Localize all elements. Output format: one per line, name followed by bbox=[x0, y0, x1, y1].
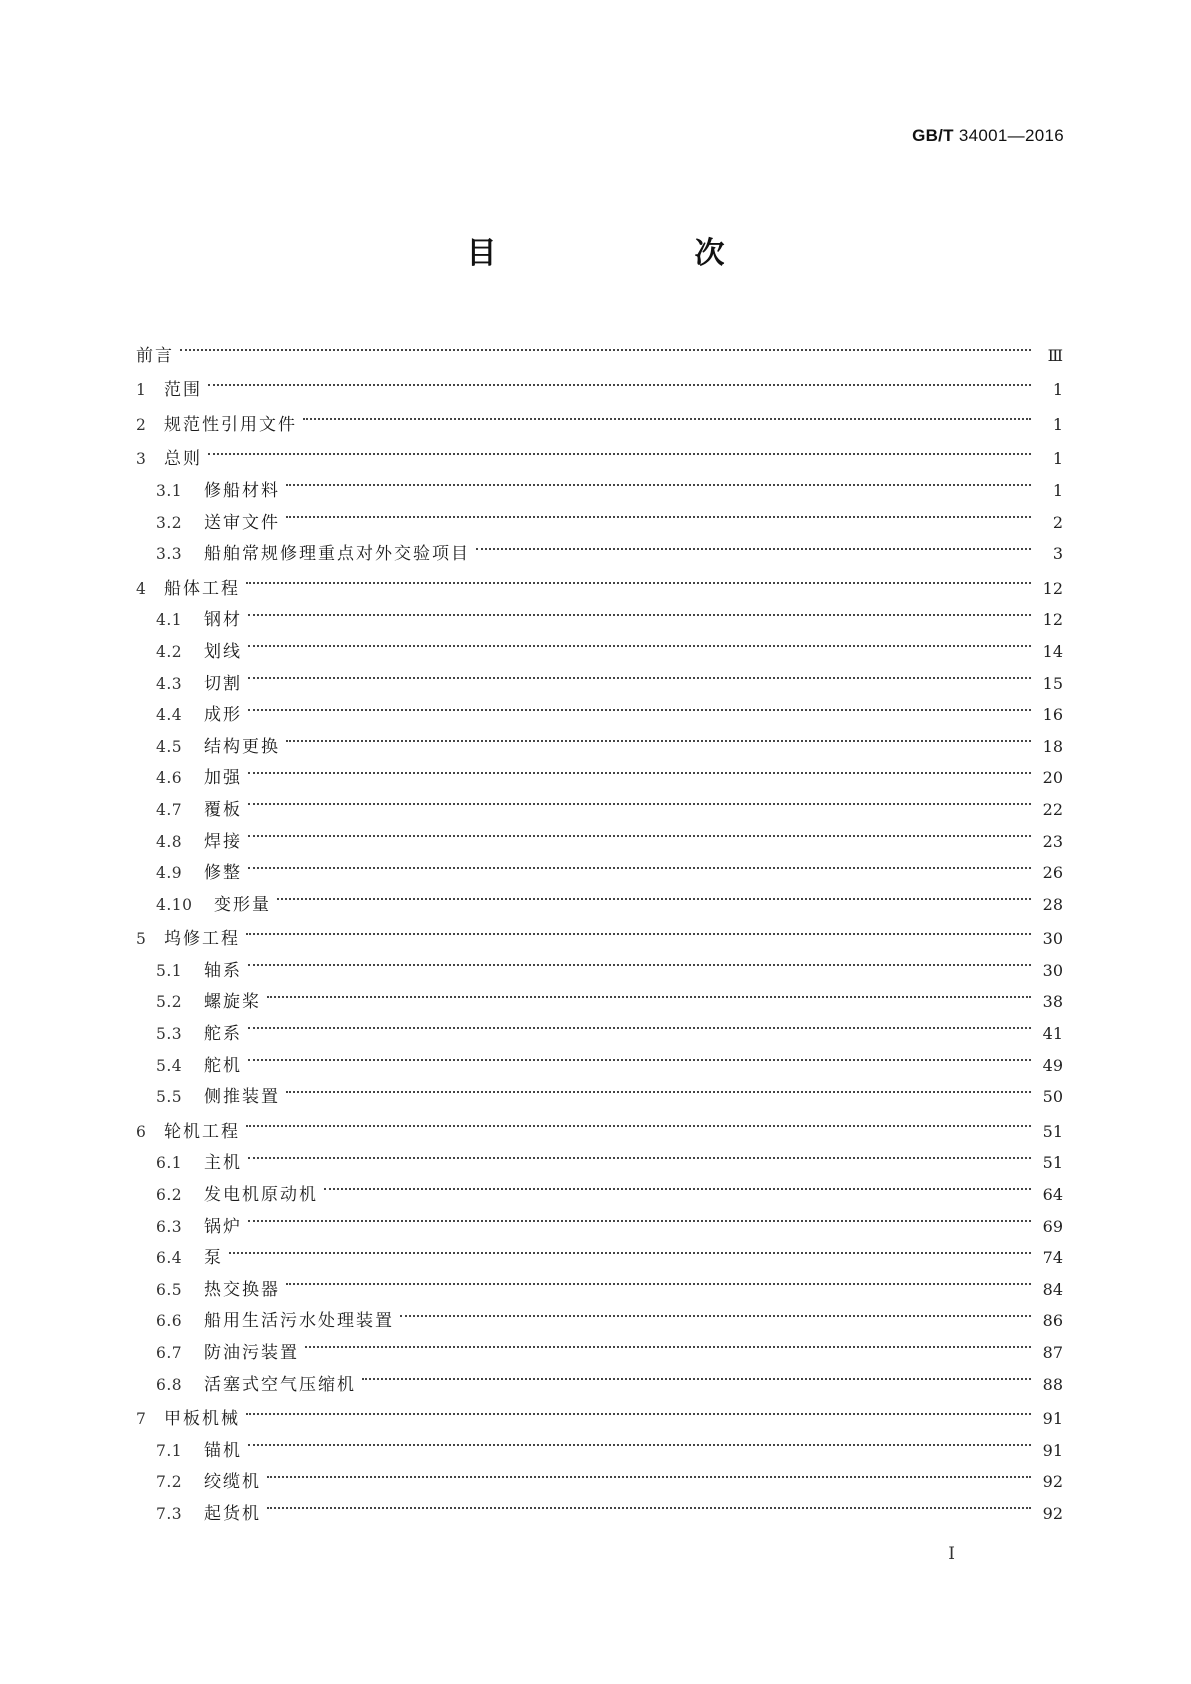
toc-entry-page: 12 bbox=[1042, 610, 1063, 630]
toc-entry-page: 87 bbox=[1042, 1343, 1063, 1362]
toc-entry[interactable] bbox=[136, 528, 1063, 565]
toc-entry-number: 4.2 bbox=[156, 642, 183, 661]
toc-entry-number: 6.1 bbox=[156, 1154, 183, 1173]
toc-entry-number: 4.5 bbox=[156, 737, 183, 756]
toc-entry-title: 主机 bbox=[204, 1153, 242, 1174]
toc-entry-title: 舵系 bbox=[204, 1024, 242, 1045]
toc-entry-number: 6 bbox=[136, 1122, 147, 1141]
toc-entry-page: 15 bbox=[1042, 673, 1063, 693]
dot-leader bbox=[303, 398, 1031, 430]
toc-entry-title: 发电机原动机 bbox=[204, 1185, 318, 1206]
toc-entry-number: 6.6 bbox=[156, 1312, 183, 1331]
toc-entry-title: 焊接 bbox=[204, 831, 242, 852]
toc-entry-page: 69 bbox=[1042, 1216, 1063, 1236]
toc-entry-number: 4.9 bbox=[156, 864, 183, 883]
toc-entry[interactable] bbox=[136, 398, 1063, 435]
dot-leader bbox=[267, 976, 1031, 1008]
toc-entry[interactable] bbox=[136, 1326, 1063, 1363]
toc-entry[interactable] bbox=[136, 752, 1063, 789]
dot-leader bbox=[248, 815, 1031, 847]
toc-entry-page: 84 bbox=[1042, 1279, 1063, 1299]
dot-leader bbox=[277, 878, 1031, 910]
toc-entry[interactable] bbox=[136, 1105, 1063, 1142]
toc-entry-page: 1 bbox=[1052, 480, 1063, 500]
toc-entry-page: 88 bbox=[1042, 1374, 1063, 1394]
toc-entry-page: 22 bbox=[1042, 799, 1063, 819]
toc-entry-number: 6.4 bbox=[156, 1249, 183, 1268]
toc-entry[interactable] bbox=[136, 720, 1063, 757]
toc-entry-number: 3 bbox=[136, 450, 147, 469]
toc-entry-number: 5.3 bbox=[156, 1025, 183, 1044]
toc-entry-title: 锅炉 bbox=[204, 1216, 242, 1237]
toc-entry-title: 坞修工程 bbox=[164, 929, 240, 950]
dot-leader bbox=[400, 1295, 1031, 1327]
toc-entry-page: 51 bbox=[1042, 1153, 1063, 1173]
toc-entry[interactable] bbox=[136, 1200, 1063, 1237]
toc-entry[interactable] bbox=[136, 594, 1063, 631]
dot-leader bbox=[248, 1039, 1031, 1071]
toc-entry[interactable] bbox=[136, 433, 1063, 470]
dot-leader bbox=[246, 1105, 1031, 1137]
dot-leader bbox=[324, 1168, 1031, 1200]
toc-entry-title: 热交换器 bbox=[204, 1279, 280, 1300]
toc-entry[interactable] bbox=[136, 1071, 1063, 1108]
dot-leader bbox=[286, 464, 1031, 496]
toc-entry[interactable] bbox=[136, 329, 1063, 366]
toc-entry-page: 26 bbox=[1042, 863, 1063, 883]
toc-entry-number: 4.4 bbox=[156, 706, 183, 725]
toc-entry[interactable] bbox=[136, 878, 1063, 915]
dot-leader bbox=[248, 944, 1031, 976]
dot-leader bbox=[229, 1232, 1031, 1264]
toc-entry-page: 51 bbox=[1042, 1121, 1063, 1141]
toc-entry[interactable] bbox=[136, 1137, 1063, 1174]
toc-entry-number: 6.5 bbox=[156, 1280, 183, 1299]
toc-entry[interactable] bbox=[136, 783, 1063, 820]
toc-entry[interactable] bbox=[136, 815, 1063, 852]
toc-entry-title: 轴系 bbox=[204, 960, 242, 981]
toc-entry-title: 划线 bbox=[204, 641, 242, 662]
dot-leader bbox=[248, 1200, 1031, 1232]
toc-entry-title: 范围 bbox=[164, 380, 202, 401]
toc-entry-number: 4.3 bbox=[156, 674, 183, 693]
dot-leader bbox=[362, 1358, 1031, 1390]
dot-leader bbox=[248, 1424, 1031, 1456]
dot-leader bbox=[246, 913, 1031, 945]
toc-entry-number: 5.4 bbox=[156, 1056, 183, 1075]
standard-code: 34001—2016 bbox=[958, 126, 1064, 145]
toc-entry-title: 泵 bbox=[204, 1248, 223, 1269]
toc-entry-number: 4.1 bbox=[156, 611, 183, 630]
toc-entry-number: 3.3 bbox=[156, 545, 183, 564]
toc-entry-title: 绞缆机 bbox=[204, 1472, 261, 1493]
dot-leader bbox=[286, 720, 1031, 752]
toc-entry-title: 活塞式空气压缩机 bbox=[204, 1374, 356, 1395]
toc-entry-number: 7 bbox=[136, 1410, 147, 1429]
toc-entry-number: 4.10 bbox=[156, 895, 193, 914]
toc-entry-title: 船舶常规修理重点对外交验项目 bbox=[204, 544, 470, 565]
toc-entry-title: 修整 bbox=[204, 863, 242, 884]
toc-entry[interactable] bbox=[136, 1424, 1063, 1461]
dot-leader bbox=[246, 562, 1031, 594]
toc-entry-number: 5 bbox=[136, 930, 147, 949]
dot-leader bbox=[248, 752, 1031, 784]
toc-entry-title: 螺旋桨 bbox=[204, 992, 261, 1013]
toc-entry-title: 船体工程 bbox=[164, 578, 240, 599]
toc-entry-number: 7.1 bbox=[156, 1441, 183, 1460]
toc-entry-page: 23 bbox=[1042, 831, 1063, 851]
dot-leader bbox=[208, 364, 1031, 396]
toc-entry-number: 3.1 bbox=[156, 481, 183, 500]
toc-entry-number: 3.2 bbox=[156, 513, 183, 532]
toc-entry-page: 14 bbox=[1042, 641, 1063, 661]
toc-entry-number: 6.7 bbox=[156, 1344, 183, 1362]
standard-number bbox=[912, 126, 1064, 146]
toc-entry-title: 变形量 bbox=[214, 894, 271, 915]
toc-entry-page: 38 bbox=[1042, 992, 1063, 1012]
toc-entry[interactable] bbox=[136, 1232, 1063, 1269]
toc-entry-page: 3 bbox=[1052, 544, 1063, 564]
dot-leader bbox=[248, 847, 1031, 879]
dot-leader bbox=[248, 689, 1031, 721]
table-of-contents bbox=[136, 329, 1063, 1524]
dot-leader bbox=[180, 329, 1031, 361]
toc-entry-number: 5.5 bbox=[156, 1088, 183, 1107]
toc-entry[interactable] bbox=[136, 657, 1063, 694]
toc-entry-page: 92 bbox=[1042, 1472, 1063, 1492]
toc-entry-page: 28 bbox=[1042, 894, 1063, 914]
toc-entry-title: 船用生活污水处理装置 bbox=[204, 1311, 394, 1332]
dot-leader bbox=[476, 528, 1031, 560]
toc-entry-number: 4 bbox=[136, 579, 147, 598]
toc-entry[interactable] bbox=[136, 562, 1063, 599]
toc-entry-number: 7.2 bbox=[156, 1473, 183, 1492]
dot-leader bbox=[248, 1137, 1031, 1169]
toc-entry-title: 甲板机械 bbox=[164, 1409, 240, 1430]
toc-entry-page: Ⅲ bbox=[1047, 345, 1063, 365]
toc-entry-title: 覆板 bbox=[204, 799, 242, 820]
toc-entry-page: 12 bbox=[1042, 578, 1063, 598]
toc-entry[interactable] bbox=[136, 625, 1063, 662]
toc-entry-number: 7.3 bbox=[156, 1504, 183, 1523]
toc-entry-number: 4.8 bbox=[156, 832, 183, 851]
toc-entry-page: 49 bbox=[1042, 1055, 1063, 1075]
dot-leader bbox=[248, 625, 1031, 657]
toc-entry-page: 18 bbox=[1042, 736, 1063, 756]
toc-entry[interactable] bbox=[136, 944, 1063, 981]
toc-entry-title: 侧推装置 bbox=[204, 1087, 280, 1108]
toc-entry-title: 轮机工程 bbox=[164, 1121, 240, 1142]
toc-entry-title: 修船材料 bbox=[204, 480, 280, 501]
page-number: I bbox=[948, 1544, 955, 1564]
toc-entry-number: 4.7 bbox=[156, 800, 183, 819]
toc-entry-page: 50 bbox=[1042, 1087, 1063, 1107]
toc-entry[interactable] bbox=[136, 976, 1063, 1013]
toc-entry[interactable] bbox=[136, 689, 1063, 726]
dot-leader bbox=[286, 496, 1031, 528]
dot-leader bbox=[305, 1326, 1031, 1358]
toc-entry-title: 锚机 bbox=[204, 1440, 242, 1461]
toc-entry[interactable] bbox=[136, 1007, 1063, 1045]
toc-entry-number: 5.2 bbox=[156, 993, 183, 1012]
toc-entry[interactable] bbox=[136, 1295, 1063, 1332]
toc-entry-page: 91 bbox=[1042, 1440, 1063, 1460]
toc-entry-number: 5.1 bbox=[156, 961, 183, 980]
toc-entry[interactable] bbox=[136, 464, 1063, 501]
toc-entry-title: 成形 bbox=[204, 705, 242, 726]
dot-leader bbox=[248, 783, 1031, 815]
toc-entry-page: 86 bbox=[1042, 1311, 1063, 1331]
toc-entry[interactable] bbox=[136, 496, 1063, 533]
toc-entry[interactable] bbox=[136, 1263, 1063, 1300]
toc-entry-page: 30 bbox=[1042, 960, 1063, 980]
toc-entry-page: 91 bbox=[1042, 1409, 1063, 1429]
toc-entry-title: 规范性引用文件 bbox=[164, 414, 297, 435]
toc-entry[interactable] bbox=[136, 364, 1063, 401]
dot-leader bbox=[208, 433, 1031, 465]
toc-entry-page: 16 bbox=[1042, 705, 1063, 725]
toc-entry-number: 1 bbox=[136, 381, 147, 400]
toc-entry[interactable] bbox=[136, 1358, 1063, 1395]
toc-entry-page: 1 bbox=[1052, 449, 1063, 469]
toc-entry[interactable] bbox=[136, 1487, 1063, 1524]
toc-title: 目 次 bbox=[466, 236, 771, 271]
toc-entry-number: 6.2 bbox=[156, 1186, 183, 1205]
dot-leader bbox=[248, 657, 1031, 689]
dot-leader bbox=[267, 1487, 1031, 1519]
toc-entry-title: 钢材 bbox=[204, 610, 242, 631]
toc-entry[interactable] bbox=[136, 1456, 1063, 1493]
toc-entry-page: 30 bbox=[1042, 929, 1063, 949]
toc-entry-title: 送审文件 bbox=[204, 512, 280, 533]
toc-entry-number: 2 bbox=[136, 415, 147, 434]
toc-entry-page: 74 bbox=[1042, 1248, 1063, 1268]
dot-leader bbox=[248, 1007, 1031, 1039]
toc-entry-title: 结构更换 bbox=[204, 736, 280, 757]
toc-entry[interactable] bbox=[136, 1393, 1063, 1430]
dot-leader bbox=[248, 594, 1031, 626]
dot-leader bbox=[286, 1071, 1031, 1103]
standard-prefix: GB/T bbox=[912, 126, 954, 145]
toc-entry-title: 起货机 bbox=[204, 1503, 261, 1524]
toc-entry-title: 总则 bbox=[164, 449, 202, 470]
toc-entry[interactable] bbox=[136, 847, 1063, 884]
toc-entry-title: 舵机 bbox=[204, 1055, 242, 1076]
toc-entry-title: 切割 bbox=[204, 673, 242, 694]
toc-entry-page: 1 bbox=[1052, 414, 1063, 434]
toc-entry-page: 2 bbox=[1052, 512, 1063, 532]
toc-entry-page: 41 bbox=[1042, 1024, 1063, 1044]
toc-entry-title: 防油污装置 bbox=[204, 1343, 299, 1363]
toc-entry-page: 20 bbox=[1042, 768, 1063, 788]
toc-entry-page: 92 bbox=[1042, 1503, 1063, 1523]
toc-entry-page: 1 bbox=[1052, 380, 1063, 400]
toc-entry-page: 64 bbox=[1042, 1185, 1063, 1205]
dot-leader bbox=[267, 1456, 1031, 1488]
toc-entry[interactable] bbox=[136, 1168, 1063, 1206]
dot-leader bbox=[286, 1263, 1031, 1295]
dot-leader bbox=[246, 1393, 1031, 1425]
toc-entry[interactable] bbox=[136, 1039, 1063, 1076]
toc-entry-number: 6.3 bbox=[156, 1217, 183, 1236]
toc-entry-title: 前言 bbox=[136, 345, 174, 366]
toc-entry[interactable] bbox=[136, 913, 1063, 950]
toc-entry-number: 6.8 bbox=[156, 1375, 183, 1394]
toc-entry-title: 加强 bbox=[204, 768, 242, 789]
toc-entry-number: 4.6 bbox=[156, 769, 183, 788]
